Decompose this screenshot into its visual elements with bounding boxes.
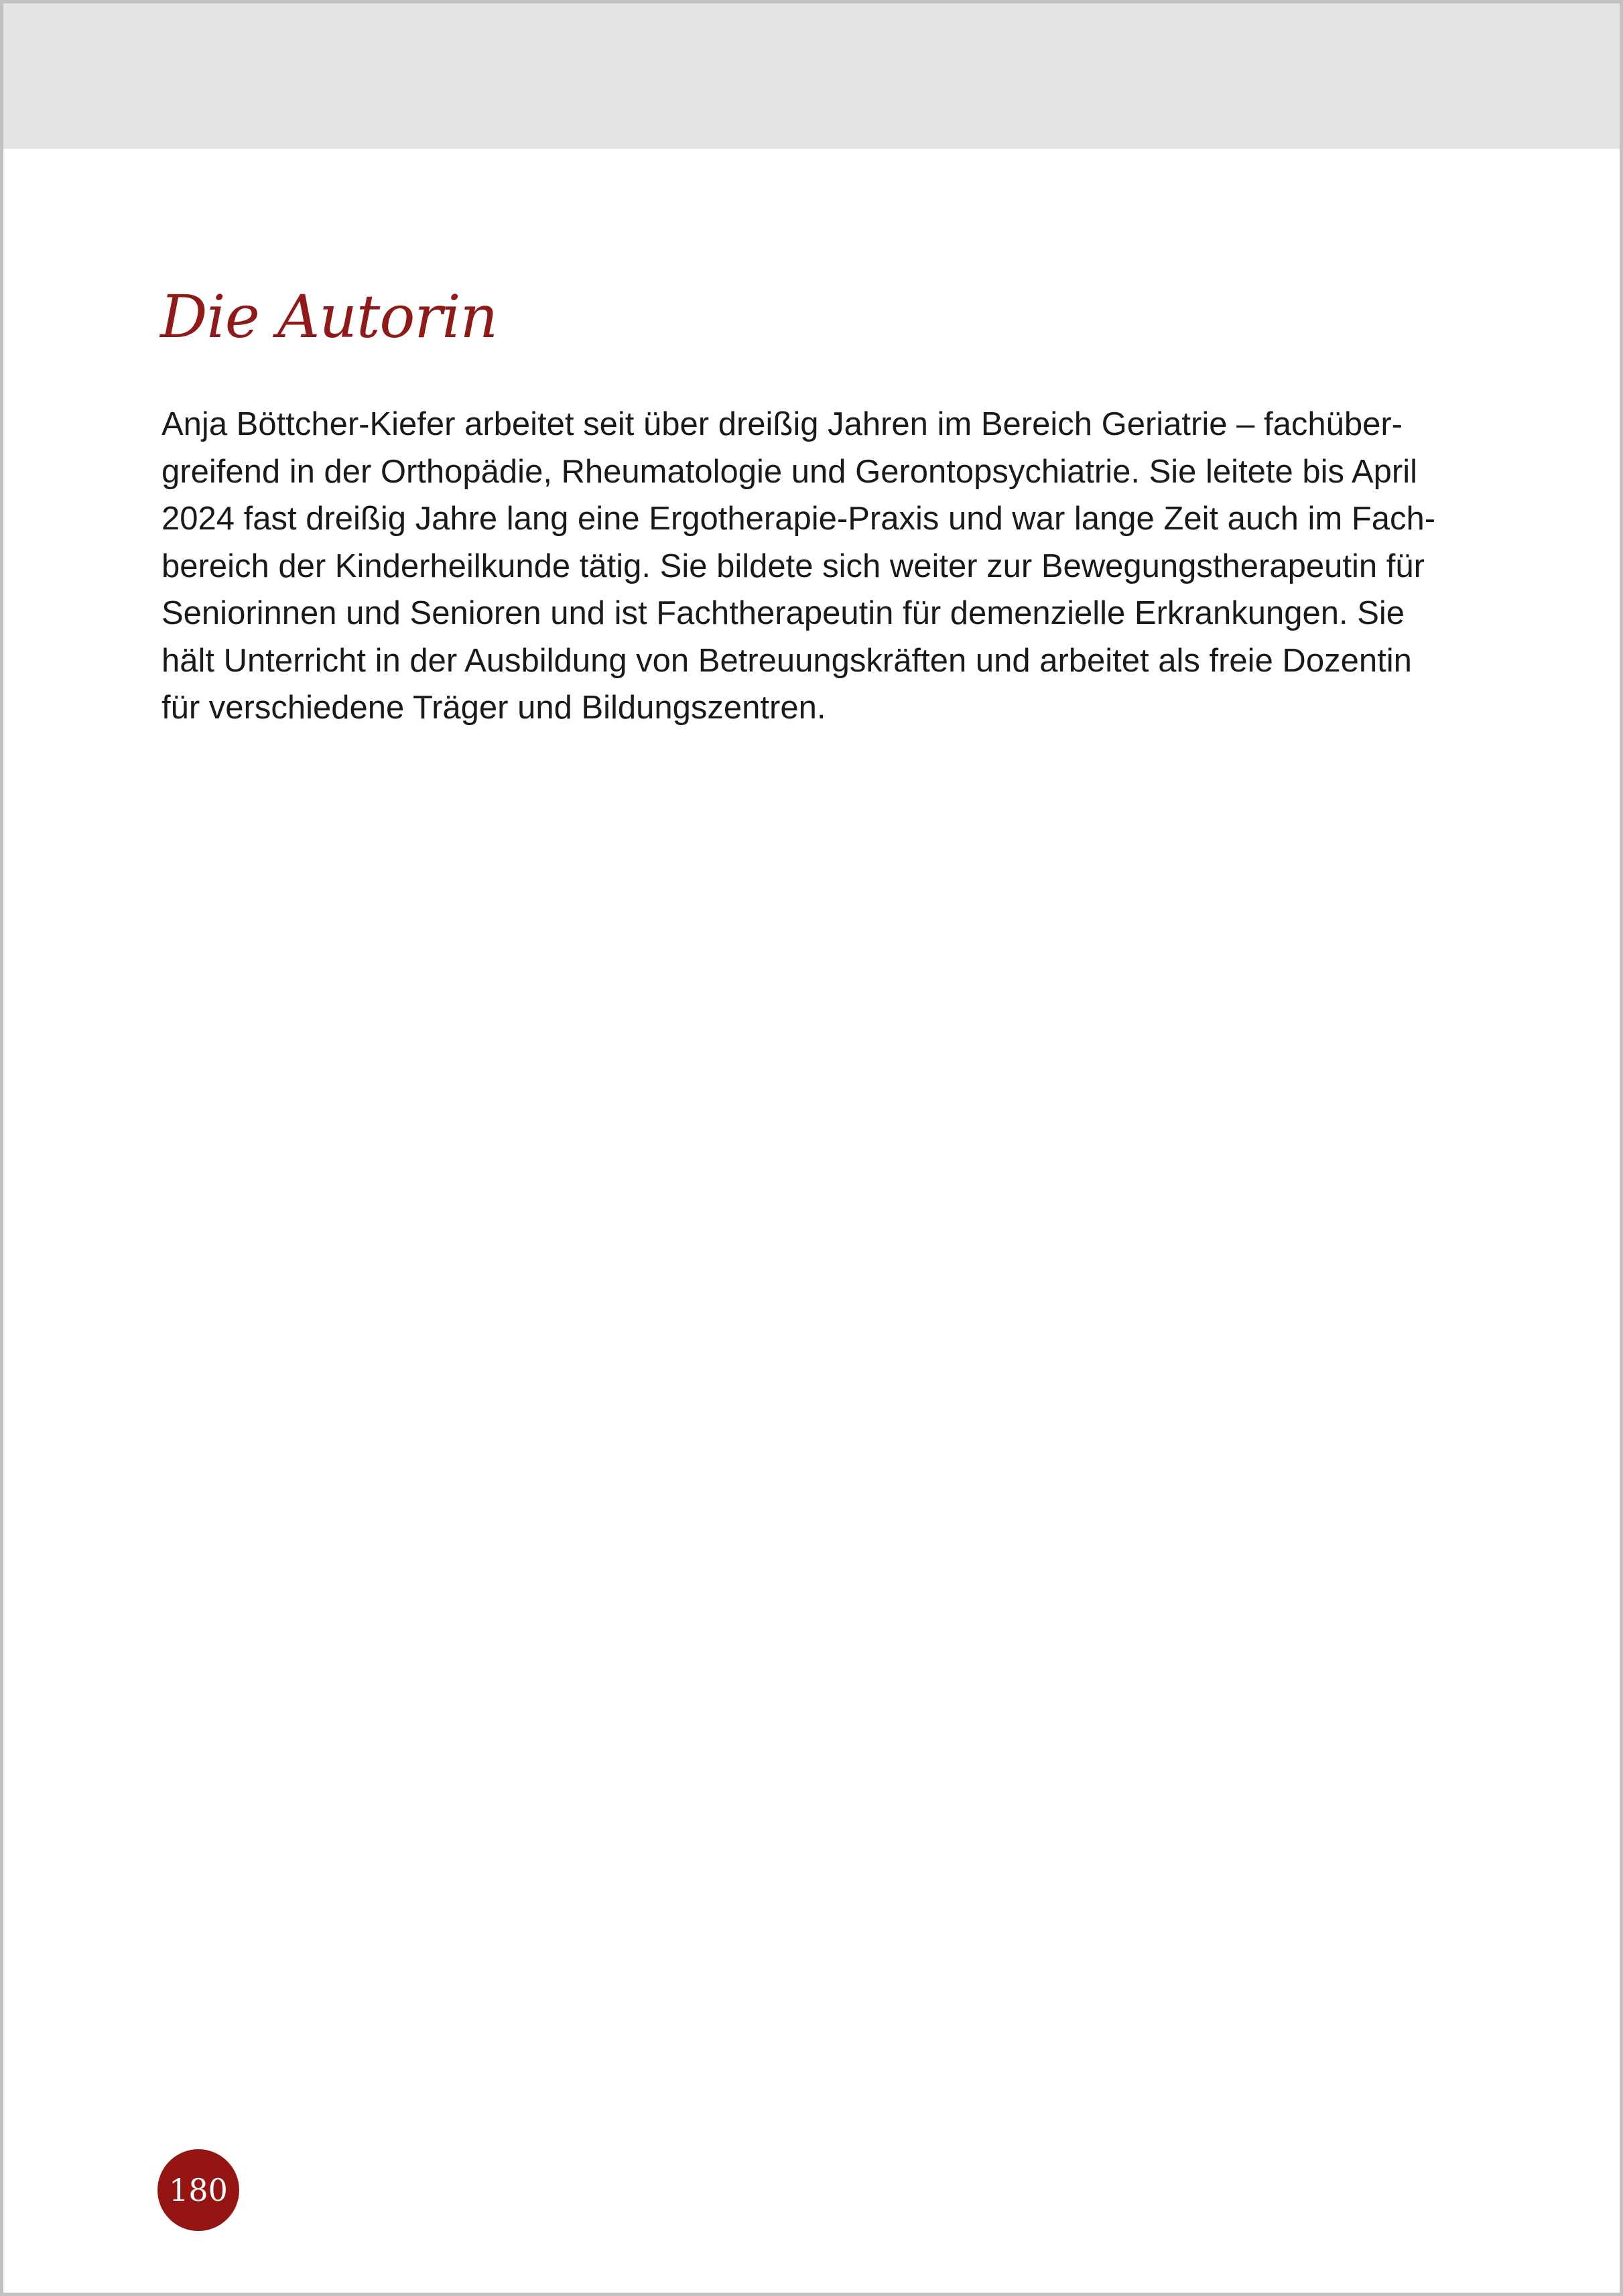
bio-line: Anja Böttcher-Kiefer arbeitet seit über dreißig Jahren im Bereich Geriatrie – fachüber- bbox=[161, 406, 1403, 442]
bio-line: Seniorinnen und Senioren und ist Fachtherapeutin für demenzielle Erkrankungen. Sie bbox=[161, 595, 1405, 631]
bio-line: 2024 fast dreißig Jahre lang eine Ergotherapie-Praxis und war lange Zeit auch im Fach- bbox=[161, 501, 1436, 537]
bio-line: für verschiedene Träger und Bildungszentren. bbox=[161, 690, 826, 726]
header-band bbox=[3, 3, 1620, 149]
section-title: Die Autorin bbox=[160, 282, 498, 351]
bio-line: greifend in der Orthopädie, Rheumatologie und Gerontopsychiatrie. Sie leitete bis April bbox=[161, 453, 1417, 490]
bio-line: hält Unterricht in der Ausbildung von Betreuungskräften und arbeitet als freie Dozentin bbox=[161, 642, 1412, 679]
page-number-badge: 180 bbox=[157, 2149, 239, 2231]
bio-line: bereich der Kinderheilkunde tätig. Sie bildete sich weiter zur Bewegungstherapeutin für bbox=[161, 548, 1425, 584]
author-bio-paragraph bbox=[161, 401, 1468, 732]
